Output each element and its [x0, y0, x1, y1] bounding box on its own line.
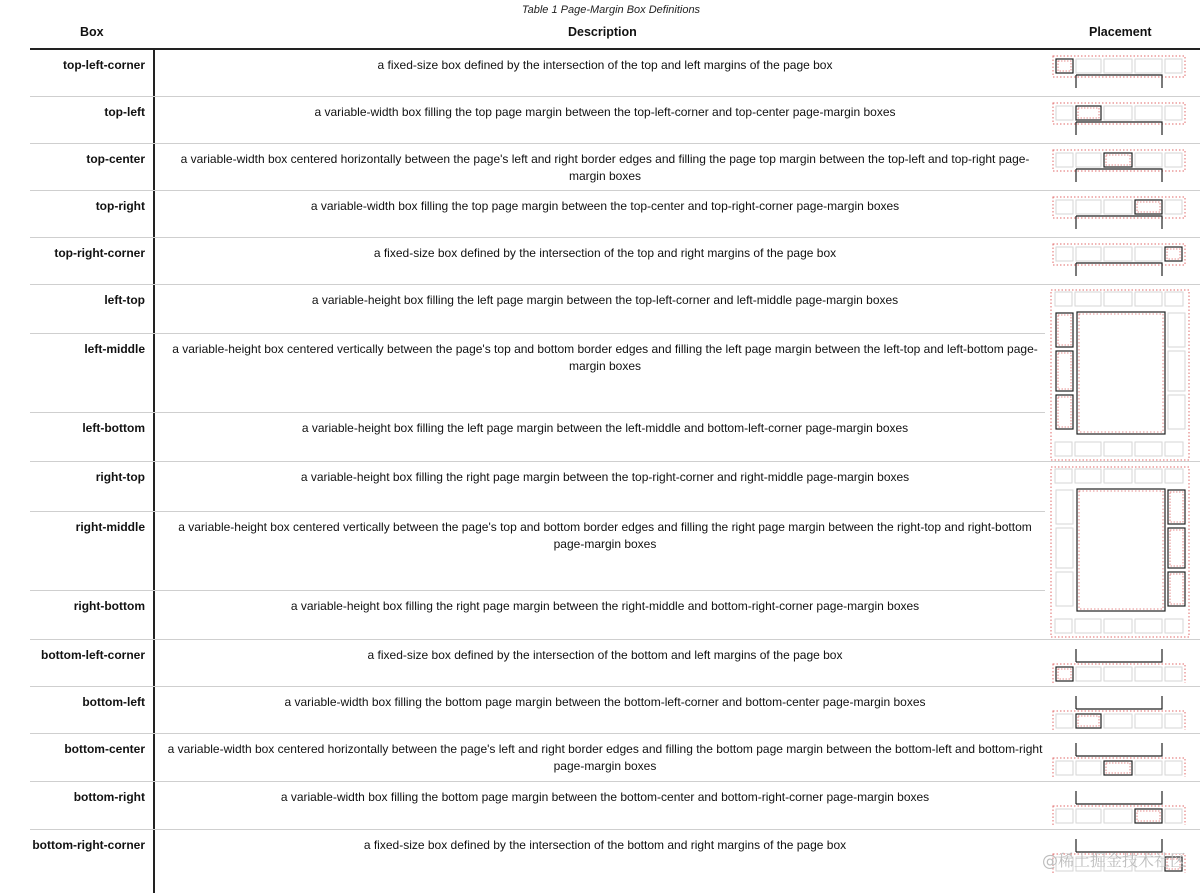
margin-box	[1076, 761, 1101, 775]
row-divider	[30, 237, 1200, 238]
placement-diagram	[1052, 645, 1188, 688]
row-divider	[30, 686, 1200, 687]
watermark: @稀土掘金技术社区	[1041, 851, 1186, 870]
placement-diagram	[1052, 243, 1188, 286]
margin-box	[1104, 59, 1132, 73]
placement-diagram	[1052, 196, 1188, 239]
placement-diagram	[1052, 102, 1188, 145]
row-divider	[30, 190, 1200, 191]
table-row	[30, 49, 1200, 96]
margin-box	[1165, 106, 1182, 120]
box-name: top-right-corner	[54, 246, 145, 260]
highlighted-box-inner	[1106, 155, 1130, 165]
margin-box	[1135, 714, 1162, 728]
box-name: bottom-left-corner	[41, 648, 145, 662]
highlighted-box	[1135, 200, 1162, 214]
box-description: a variable-height box filling the right page margin between the right-middle and bottom-right-corner page-margin boxes	[290, 599, 920, 613]
box-description: a variable-width box centered horizontally between the page's left and right border edges and filling the page top margin between the top-left and top-right page-margin boxes	[180, 152, 1030, 183]
top-left-diagram	[1052, 102, 1188, 140]
margin-box	[1135, 761, 1162, 775]
margin-box	[1104, 292, 1132, 306]
margin-box	[1104, 247, 1132, 261]
box-name: bottom-right	[73, 790, 145, 804]
margin-box	[1104, 714, 1132, 728]
margin-box	[1135, 292, 1162, 306]
top-center-diagram	[1052, 149, 1188, 187]
box-description: a fixed-size box defined by the intersection of the top and right margins of the page box	[373, 246, 837, 260]
table-row	[30, 284, 1200, 333]
box-description: a variable-height box filling the left page margin between the top-left-corner and left-middle page-margin boxes	[311, 293, 899, 307]
box-description: a variable-width box filling the bottom page margin between the bottom-center and bottom-right-corner page-margin boxes	[280, 790, 930, 804]
box-description: a variable-height box centered vertically between the page's top and bottom border edges and filling the left page margin between the left-top and left-bottom page-margin boxes	[172, 342, 1038, 373]
margin-box	[1056, 714, 1073, 728]
box-name: right-bottom	[73, 599, 145, 613]
bottom-center-diagram	[1052, 739, 1188, 777]
margin-box	[1076, 809, 1101, 823]
header-box: Box	[80, 25, 104, 39]
table-row	[30, 511, 1200, 590]
page-edge	[1076, 696, 1162, 709]
box-name: left-middle	[84, 342, 145, 356]
highlighted-box-inner	[1137, 202, 1160, 212]
table-row	[30, 96, 1200, 143]
row-divider	[30, 733, 1200, 734]
highlighted-box-inner	[1167, 249, 1180, 259]
table-row	[30, 412, 1200, 461]
margin-box	[1135, 247, 1162, 261]
margin-box	[1165, 200, 1182, 214]
box-name: bottom-right-corner	[32, 838, 145, 852]
box-name: bottom-left	[82, 695, 145, 709]
box-description: a variable-width box centered horizontally between the page's left and right border edges and filling the bottom page margin between the bottom-left and bottom-right page-margin boxes	[167, 742, 1043, 773]
margin-box	[1056, 247, 1073, 261]
margin-box	[1056, 200, 1073, 214]
highlighted-box-inner	[1058, 669, 1071, 679]
table-row	[30, 461, 1200, 511]
margin-box	[1055, 469, 1072, 483]
box-description: a variable-width box filling the top page margin between the top-center and top-right-corner page-margin boxes	[310, 199, 900, 213]
margin-box	[1165, 714, 1182, 728]
top-right-diagram	[1052, 196, 1188, 234]
margin-box	[1056, 153, 1073, 167]
margin-box	[1056, 761, 1073, 775]
row-divider	[30, 590, 1045, 591]
box-description: a variable-height box filling the left page margin between the left-middle and bottom-left-corner page-margin boxes	[301, 421, 909, 435]
row-divider	[30, 333, 1045, 334]
margin-box	[1104, 106, 1132, 120]
header-description: Description	[568, 25, 637, 39]
table-row	[30, 190, 1200, 237]
margin-box	[1165, 292, 1183, 306]
box-description: a fixed-size box defined by the intersection of the top and left margins of the page box	[377, 58, 833, 72]
table-row	[30, 237, 1200, 284]
placement-diagram	[1052, 692, 1188, 735]
margin-box	[1165, 761, 1182, 775]
table-row	[30, 333, 1200, 412]
margin-box	[1165, 153, 1182, 167]
margin-box	[1165, 667, 1182, 681]
box-name: top-left	[104, 105, 145, 119]
margin-box	[1075, 469, 1101, 483]
table-row	[30, 781, 1200, 829]
box-name: left-top	[104, 293, 145, 307]
table-row	[30, 639, 1200, 686]
margin-box	[1076, 153, 1101, 167]
box-description: a variable-width box filling the bottom page margin between the bottom-left-corner and bottom-center page-margin boxes	[284, 695, 926, 709]
box-description: a variable-height box centered vertically between the page's top and bottom border edges and filling the right page margin between the right-top and right-bottom page-margin boxes	[178, 520, 1032, 551]
highlighted-box-inner	[1078, 716, 1099, 726]
bottom-right-diagram	[1052, 787, 1188, 825]
margin-box	[1104, 200, 1132, 214]
margin-box	[1055, 292, 1072, 306]
margin-box	[1076, 247, 1101, 261]
margin-box	[1135, 106, 1162, 120]
top-left-corner-diagram	[1052, 55, 1188, 93]
margin-box	[1076, 200, 1101, 214]
margin-box	[1135, 469, 1162, 483]
placement-diagram	[1052, 787, 1188, 830]
top-right-corner-diagram	[1052, 243, 1188, 281]
page-edge	[1076, 743, 1162, 756]
box-name: top-right	[95, 199, 145, 213]
margin-box	[1104, 809, 1132, 823]
margin-box	[1076, 667, 1101, 681]
table-row	[30, 829, 1200, 878]
table-caption: Table 1 Page-Margin Box Definitions	[521, 4, 701, 16]
highlighted-box	[1135, 809, 1162, 823]
table-row	[30, 590, 1200, 639]
box-name: right-middle	[75, 520, 145, 534]
row-divider	[30, 143, 1200, 144]
placement-diagram	[1052, 739, 1188, 782]
row-divider	[30, 639, 1200, 640]
table-row	[30, 686, 1200, 733]
margin-box	[1165, 59, 1182, 73]
highlighted-box-inner	[1078, 108, 1099, 118]
box-name: left-bottom	[82, 421, 145, 435]
page-edge	[1076, 649, 1162, 662]
box-name: bottom-center	[64, 742, 145, 756]
margin-box	[1104, 469, 1132, 483]
placement-diagram	[1052, 55, 1188, 98]
row-divider	[30, 461, 1200, 462]
margin-box	[1135, 153, 1162, 167]
row-divider	[30, 284, 1200, 285]
box-name: right-top	[95, 470, 145, 484]
margin-box	[1135, 59, 1162, 73]
margin-box	[1056, 809, 1073, 823]
box-description: a fixed-size box defined by the intersection of the bottom and right margins of the page box	[363, 838, 847, 852]
row-divider	[30, 829, 1200, 830]
box-name: top-left-corner	[63, 58, 145, 72]
box-name: top-center	[86, 152, 145, 166]
table-row	[30, 143, 1200, 190]
placement-diagram	[1052, 149, 1188, 192]
page-edge	[1076, 791, 1162, 804]
header-placement: Placement	[1089, 25, 1152, 39]
row-divider	[30, 412, 1045, 413]
margin-box	[1076, 59, 1101, 73]
highlighted-box-inner	[1058, 61, 1071, 71]
highlighted-box-inner	[1137, 811, 1160, 821]
row-divider	[30, 781, 1200, 782]
table-row	[30, 733, 1200, 781]
margin-box	[1075, 292, 1101, 306]
row-divider	[30, 511, 1045, 512]
margin-box	[1056, 106, 1073, 120]
highlighted-box-inner	[1106, 763, 1130, 773]
row-divider	[30, 96, 1200, 97]
bottom-left-diagram	[1052, 692, 1188, 730]
margin-box	[1165, 809, 1182, 823]
bottom-left-corner-diagram	[1052, 645, 1188, 683]
margin-box	[1104, 667, 1132, 681]
box-description: a fixed-size box defined by the intersection of the bottom and left margins of the page box	[367, 648, 843, 662]
box-description: a variable-height box filling the right page margin between the top-right-corner and right-middle page-margin boxes	[300, 470, 910, 484]
margin-box	[1135, 667, 1162, 681]
box-description: a variable-width box filling the top page margin between the top-left-corner and top-center page-margin boxes	[314, 105, 896, 119]
margin-box	[1165, 469, 1183, 483]
